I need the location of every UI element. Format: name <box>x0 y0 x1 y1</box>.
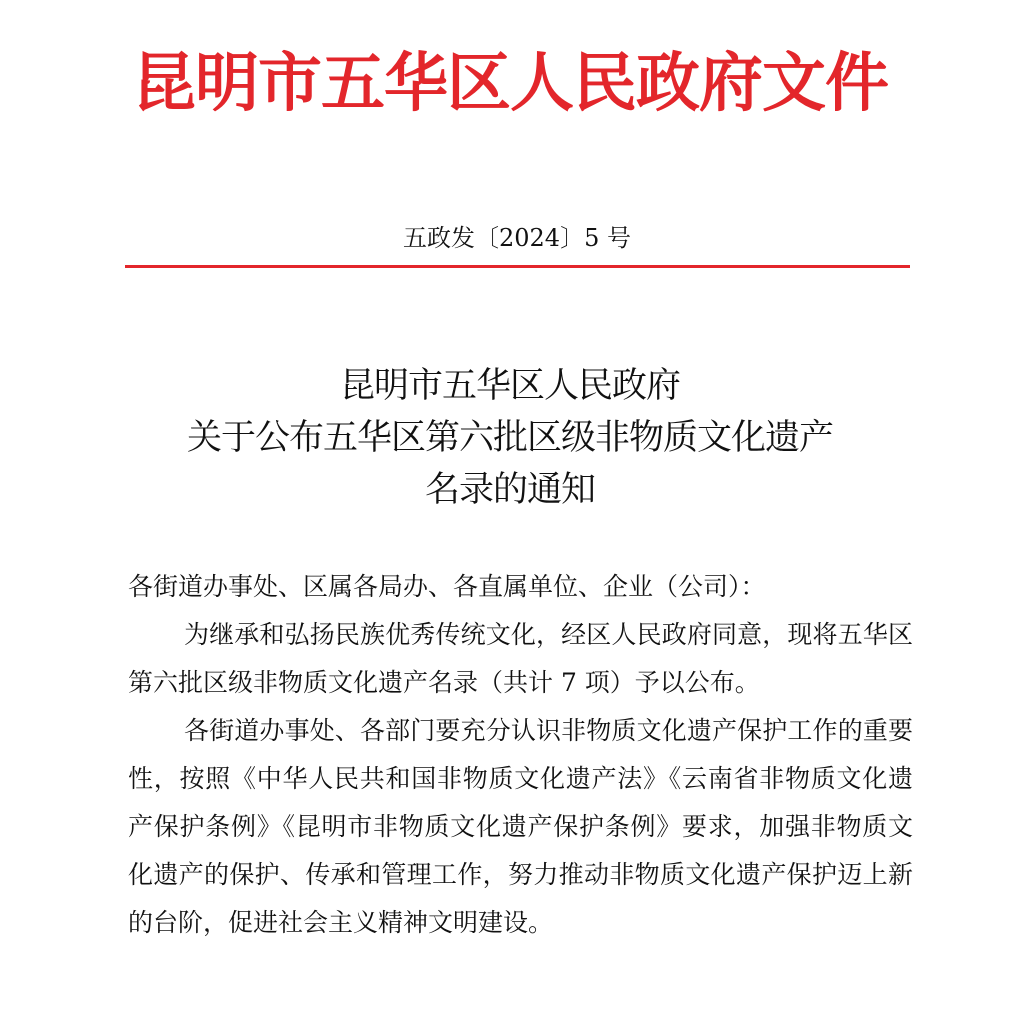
paragraph-1: 为继承和弘扬民族优秀传统文化，经区人民政府同意，现将五华区第六批区级非物质文化遗产名录（共计 7 项）予以公布。 <box>128 620 913 697</box>
title-line-1: 昆明市五华区人民政府 <box>339 366 680 406</box>
title-line-3: 名录的通知 <box>424 470 595 510</box>
document-body <box>128 563 913 947</box>
masthead-title: 昆明市五华区人民政府文件 <box>132 46 888 121</box>
notice-title <box>0 360 1020 516</box>
salutation: 各街道办事处、区属各局办、各直属单位、企业（公司）： <box>128 572 766 601</box>
paragraph-2: 各街道办事处、各部门要充分认识非物质文化遗产保护工作的重要性，按照《中华人民共和国非物质文化遗产法》《云南省非物质文化遗产保护条例》《昆明市非物质文化遗产保护条例》要求，加强非物质文化遗产的保护、传承和管理工作，努力推动非物质文化遗产保护迈上新的台阶，促进社会主义精神文明建设。 <box>128 716 913 937</box>
document-number: 五政发〔2024〕5 号 <box>403 224 631 252</box>
title-line-2: 关于公布五华区第六批区级非物质文化遗产 <box>186 418 833 458</box>
red-divider <box>125 265 910 268</box>
